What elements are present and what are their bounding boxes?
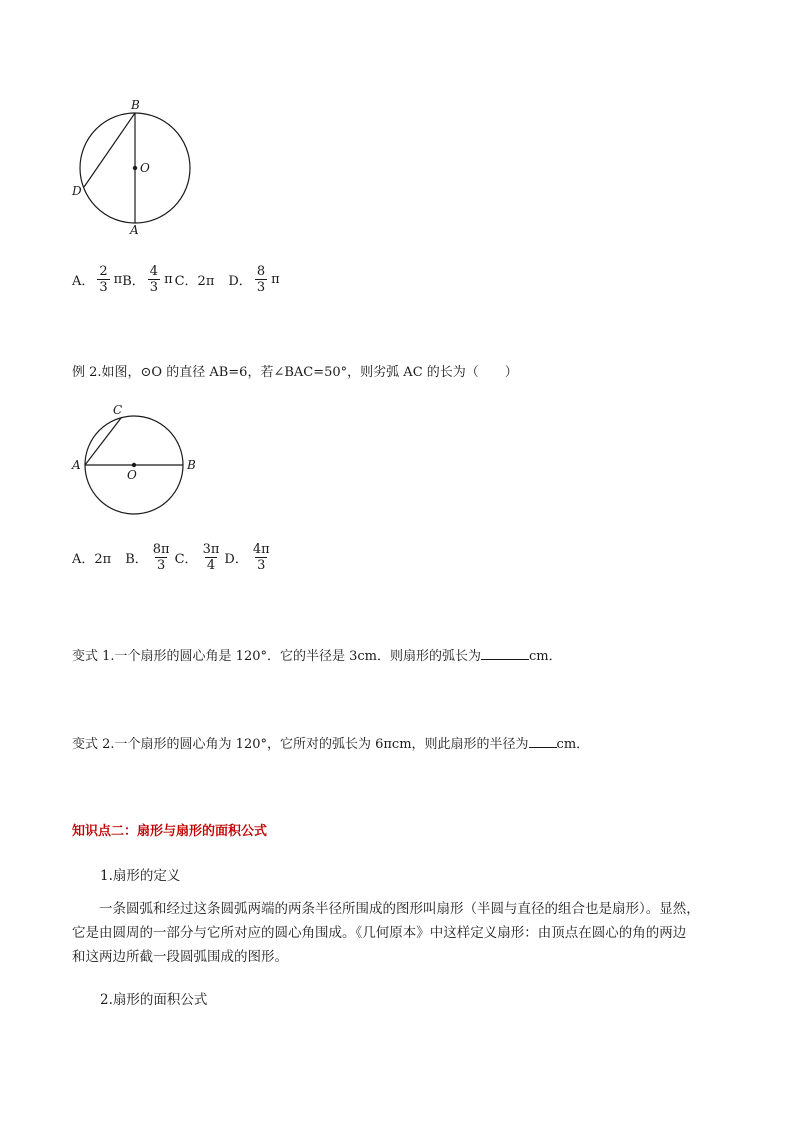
q1-option-b-label: B．: [122, 273, 145, 289]
example-2-question: 例 2.如图，⊙O 的直径 AB=6，若∠BAC=50°，则劣弧 AC 的长为（ ）: [72, 365, 518, 380]
q1-option-d-fraction: $\frac{8}{3}$: [256, 263, 266, 295]
q1-option-d-label: D．: [228, 273, 252, 289]
figure-1-chord-BD: [84, 113, 135, 187]
q1-option-a-fraction: $\frac{2}{3}$: [99, 263, 108, 295]
sector-definition-paragraph: [72, 897, 724, 969]
figure-1-center-point: [133, 166, 137, 170]
subheading-sector-definition: 1.扇形的定义: [100, 868, 181, 884]
figure-2-label-B: B: [187, 458, 196, 472]
variant-2-unit: cm．: [556, 737, 590, 752]
variant-2-text: 变式 2.一个扇形的圆心角为 120°，它所对的弧长为 6πcm，则此扇形的半径为: [72, 737, 529, 752]
variant-2-answer-blank[interactable]: [529, 735, 557, 748]
figure-1-label-B: B: [131, 98, 140, 112]
q2-option-d-label: D．: [224, 551, 248, 567]
figure-2-center-point: [132, 463, 136, 467]
q1-option-c: C．2π: [174, 273, 215, 289]
q1-options: A． $\frac{2}{3}$ π B． $\frac{4}{3}$ π C．2π D． $\frac{8}{3}$ π: [72, 263, 280, 295]
paragraph-line-1: 一条圆弧和经过这条圆弧两端的两条半径所围成的图形叫扇形（半圆与直径的组合也是扇形）。显然，: [72, 901, 700, 917]
section-heading: 知识点二：扇形与扇形的面积公式: [72, 824, 268, 839]
variant-2-question: [72, 733, 589, 752]
figure-2-circle-diagram: [64, 398, 214, 522]
variant-1-answer-blank[interactable]: [481, 647, 529, 660]
q2-option-b-label: B．: [125, 551, 148, 567]
variant-1-question: [72, 645, 562, 664]
paragraph-line-3: 和这两边所截一段圆弧围成的图形。: [72, 949, 288, 965]
subheading-sector-area-formula: 2.扇形的面积公式: [100, 992, 208, 1008]
q2-options: [72, 540, 275, 574]
paragraph-line-2: 它是由圆周的一部分与它所对应的圆心角围成。《几何原本》中这样定义扇形：由顶点在圆心的角的两边: [72, 925, 687, 941]
q2-option-b-fraction: $\frac{8\pi}{3}$: [152, 541, 170, 573]
q2-option-c-fraction: $\frac{3\pi}{4}$: [202, 541, 220, 573]
figure-1-label-A: A: [130, 223, 139, 237]
q1-option-b-fraction: $\frac{4}{3}$: [149, 263, 159, 295]
figure-1-label-O: O: [140, 161, 150, 175]
q2-option-d-fraction: $\frac{4\pi}{3}$: [252, 541, 270, 573]
q2-option-c-label: C．: [174, 551, 198, 567]
figure-2-label-O: O: [127, 468, 137, 482]
variant-1-unit: cm．: [529, 649, 562, 664]
q1-option-a-label: A．: [72, 273, 95, 289]
figure-1-label-D: D: [72, 184, 82, 198]
variant-1-text: 变式 1.一个扇形的圆心角是 120°．它的半径是 3cm．则扇形的弧长为: [72, 649, 481, 664]
figure-2-label-C: C: [113, 403, 123, 417]
figure-2-label-A: A: [72, 458, 81, 472]
figure-1-circle-diagram: [64, 92, 204, 242]
q2-option-a: A．2π: [72, 551, 112, 567]
